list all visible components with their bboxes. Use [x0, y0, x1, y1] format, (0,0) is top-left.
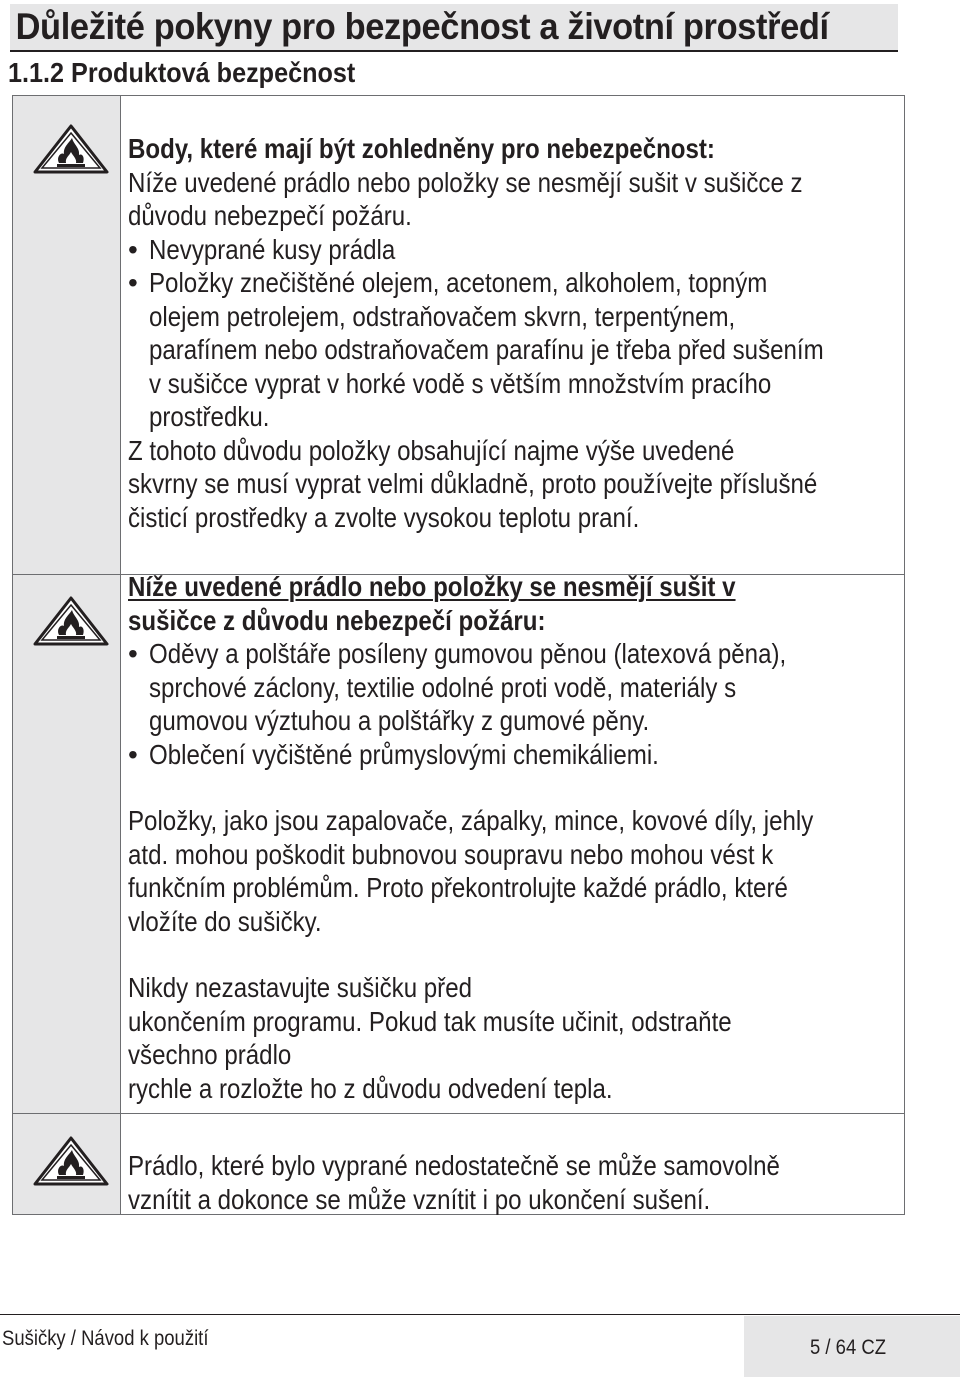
footer-divider — [0, 1314, 960, 1315]
paragraph-line: rychle a rozložte ho z důvodu odvedení tepla. — [128, 1072, 613, 1104]
bullet-dot: • — [128, 233, 138, 265]
outro-line: skvrny se musí vyprat velmi důkladně, proto používejte příslušné — [128, 468, 818, 499]
hazard-section-2 — [128, 570, 903, 1105]
footer-page-box — [744, 1316, 960, 1377]
paragraph-line: ukončením programu. Pokud tak musíte učinit, odstraňte — [128, 1005, 732, 1037]
intro-line: Níže uvedené prádlo nebo položky se nesmějí sušit v sušičce z — [128, 166, 803, 198]
icon-column — [13, 96, 121, 1214]
section-heading: Body, které mají být zohledněny pro nebezpečnost: — [128, 133, 715, 164]
section-heading: sušičce z důvodu nebezpečí požáru: — [128, 604, 546, 636]
paragraph-line: Prádlo, které bylo vyprané nedostatečně se může samovolně — [128, 1150, 780, 1181]
paragraph-line: funkčním problémům. Proto překontrolujte každé prádlo, které — [128, 872, 788, 903]
bullet-dot: • — [128, 638, 138, 669]
bullet-dot: • — [128, 738, 138, 770]
paragraph-line: vložíte do sušičky. — [128, 905, 322, 937]
row-divider — [13, 1113, 904, 1114]
paragraph-line: vznítit a dokonce se může vznítit i po ukončení sušení. — [128, 1183, 711, 1215]
bullet-item: • Oblečení vyčištěné průmyslovými chemikáliemi. — [128, 738, 659, 770]
outro-line: Z tohoto důvodu položky obsahující najme výše uvedené — [128, 434, 735, 466]
fire-warning-icon — [33, 124, 109, 174]
outro-line: čisticí prostředky a zvolte vysokou teplotu praní. — [128, 501, 640, 533]
section-heading: Níže uvedené prádlo nebo položky se nesmějí sušit v — [128, 571, 736, 602]
bullet-item: • Nevyprané kusy prádla — [128, 233, 396, 265]
paragraph-line: Položky, jako jsou zapalovače, zápalky, mince, kovové díly, jehly — [128, 805, 814, 836]
section-subheading: 1.1.2 Produktová bezpečnost — [8, 57, 356, 88]
fire-warning-icon — [33, 596, 109, 646]
hazard-section-3 — [128, 1149, 903, 1216]
footer-manual-title: Sušičky / Návod k použití — [2, 1327, 209, 1350]
paragraph-line: Nikdy nezastavujte sušičku před — [128, 972, 472, 1003]
title-bar — [10, 4, 898, 52]
bullet-item: • Položky znečištěné olejem, acetonem, alkoholem, topným olejem petrolejem, odstraňovačem skvrn, terpentýnem, parafínem nebo odstraňovačem parafínu je třeba před sušením v sušičce vyprat v horké vodě s větším množstvím pracího prostředku. — [128, 267, 824, 432]
page-number: 5 / 64 CZ — [810, 1336, 887, 1359]
bullet-dot: • — [128, 267, 138, 298]
safety-table — [12, 95, 905, 1215]
paragraph-line: atd. mohou poškodit bubnovou soupravu nebo mohou vést k — [128, 838, 774, 870]
hazard-section-1 — [128, 132, 903, 534]
paragraph-line: všechno prádlo — [128, 1039, 292, 1070]
bullet-item: • Oděvy a polštáře posíleny gumovou pěnou (latexová pěna), sprchové záclony, textilie odolné proti vodě, materiály s gumovou výztuhou a polštářky z gumové pěny. — [128, 638, 787, 736]
page-title: Důležité pokyny pro bezpečnost a životní prostředí — [15, 6, 829, 47]
fire-warning-icon — [33, 1136, 109, 1186]
intro-line: důvodu nebezpečí požáru. — [128, 200, 412, 231]
